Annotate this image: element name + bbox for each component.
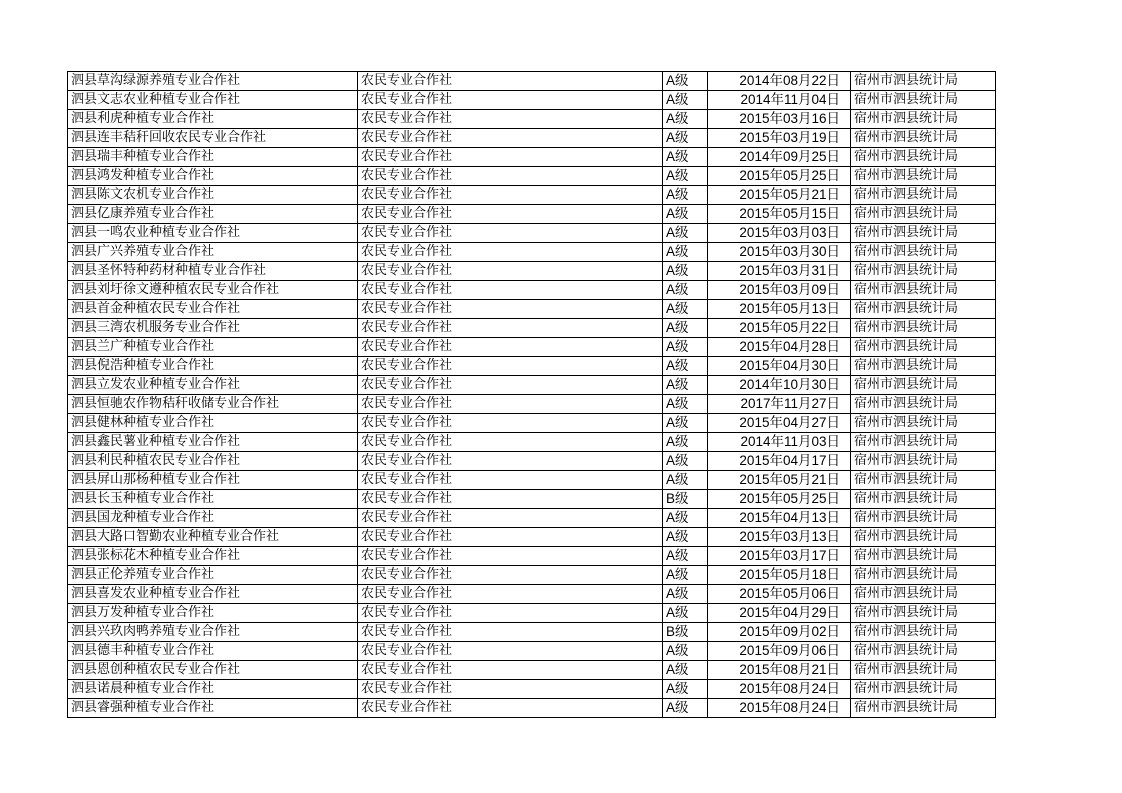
organization-type-cell: 农民专业合作社 [358, 509, 663, 528]
organization-type-cell: 农民专业合作社 [358, 566, 663, 585]
organization-type-cell: 农民专业合作社 [358, 433, 663, 452]
table-row [68, 376, 996, 395]
organization-type-cell: 农民专业合作社 [358, 338, 663, 357]
authority-cell: 宿州市泗县统计局 [851, 262, 996, 281]
cooperative-name-cell: 泗县首金种植农民专业合作社 [68, 300, 358, 319]
grade-cell: A级 [663, 680, 708, 699]
table-row [68, 585, 996, 604]
cooperative-name-cell: 泗县陈文农机专业合作社 [68, 186, 358, 205]
cooperative-name-cell: 泗县利民种植农民专业合作社 [68, 452, 358, 471]
authority-cell: 宿州市泗县统计局 [851, 376, 996, 395]
date-cell: 2015年03月31日 [708, 262, 851, 281]
organization-type-cell: 农民专业合作社 [358, 262, 663, 281]
organization-type-cell: 农民专业合作社 [358, 452, 663, 471]
grade-cell: A级 [663, 281, 708, 300]
authority-cell: 宿州市泗县统计局 [851, 471, 996, 490]
authority-cell: 宿州市泗县统计局 [851, 604, 996, 623]
cooperative-name-cell: 泗县恒驰农作物秸秆收储专业合作社 [68, 395, 358, 414]
cooperative-name-cell: 泗县鑫民薯业种植专业合作社 [68, 433, 358, 452]
date-cell: 2015年05月18日 [708, 566, 851, 585]
cooperative-name-cell: 泗县一鸣农业种植专业合作社 [68, 224, 358, 243]
table-row [68, 224, 996, 243]
table-row [68, 72, 996, 91]
table-row [68, 91, 996, 110]
authority-cell: 宿州市泗县统计局 [851, 186, 996, 205]
grade-cell: A级 [663, 357, 708, 376]
authority-cell: 宿州市泗县统计局 [851, 167, 996, 186]
table-row [68, 471, 996, 490]
date-cell: 2015年03月16日 [708, 110, 851, 129]
grade-cell: A级 [663, 433, 708, 452]
table-row [68, 338, 996, 357]
date-cell: 2015年05月21日 [708, 471, 851, 490]
grade-cell: A级 [663, 395, 708, 414]
organization-type-cell: 农民专业合作社 [358, 243, 663, 262]
table-body [68, 72, 996, 718]
cooperative-name-cell: 泗县鸿发种植专业合作社 [68, 167, 358, 186]
grade-cell: A级 [663, 661, 708, 680]
date-cell: 2017年11月27日 [708, 395, 851, 414]
authority-cell: 宿州市泗县统计局 [851, 224, 996, 243]
organization-type-cell: 农民专业合作社 [358, 224, 663, 243]
table-row [68, 566, 996, 585]
cooperative-name-cell: 泗县瑞丰种植专业合作社 [68, 148, 358, 167]
authority-cell: 宿州市泗县统计局 [851, 433, 996, 452]
authority-cell: 宿州市泗县统计局 [851, 91, 996, 110]
date-cell: 2014年11月04日 [708, 91, 851, 110]
table-row [68, 642, 996, 661]
organization-type-cell: 农民专业合作社 [358, 585, 663, 604]
organization-type-cell: 农民专业合作社 [358, 205, 663, 224]
grade-cell: A级 [663, 300, 708, 319]
table-row [68, 129, 996, 148]
cooperative-name-cell: 泗县喜发农业种植专业合作社 [68, 585, 358, 604]
date-cell: 2015年05月22日 [708, 319, 851, 338]
authority-cell: 宿州市泗县统计局 [851, 490, 996, 509]
table-row [68, 699, 996, 718]
grade-cell: A级 [663, 585, 708, 604]
authority-cell: 宿州市泗县统计局 [851, 357, 996, 376]
table-row [68, 281, 996, 300]
authority-cell: 宿州市泗县统计局 [851, 319, 996, 338]
table-row [68, 452, 996, 471]
date-cell: 2014年10月30日 [708, 376, 851, 395]
grade-cell: A级 [663, 148, 708, 167]
grade-cell: B级 [663, 623, 708, 642]
date-cell: 2015年04月17日 [708, 452, 851, 471]
cooperative-name-cell: 泗县圣怀特种药材种植专业合作社 [68, 262, 358, 281]
organization-type-cell: 农民专业合作社 [358, 642, 663, 661]
table-row [68, 205, 996, 224]
date-cell: 2015年05月06日 [708, 585, 851, 604]
date-cell: 2015年03月17日 [708, 547, 851, 566]
authority-cell: 宿州市泗县统计局 [851, 395, 996, 414]
organization-type-cell: 农民专业合作社 [358, 167, 663, 186]
date-cell: 2014年08月22日 [708, 72, 851, 91]
date-cell: 2015年09月06日 [708, 642, 851, 661]
date-cell: 2015年03月03日 [708, 224, 851, 243]
cooperative-name-cell: 泗县广兴养殖专业合作社 [68, 243, 358, 262]
cooperative-name-cell: 泗县三湾农机服务专业合作社 [68, 319, 358, 338]
cooperative-table [67, 71, 996, 718]
cooperative-name-cell: 泗县草沟绿源养殖专业合作社 [68, 72, 358, 91]
cooperative-name-cell: 泗县德丰种植专业合作社 [68, 642, 358, 661]
organization-type-cell: 农民专业合作社 [358, 319, 663, 338]
cooperative-name-cell: 泗县大路口智勤农业种植专业合作社 [68, 528, 358, 547]
table-row [68, 604, 996, 623]
authority-cell: 宿州市泗县统计局 [851, 243, 996, 262]
organization-type-cell: 农民专业合作社 [358, 129, 663, 148]
organization-type-cell: 农民专业合作社 [358, 148, 663, 167]
cooperative-name-cell: 泗县文志农业种植专业合作社 [68, 91, 358, 110]
authority-cell: 宿州市泗县统计局 [851, 509, 996, 528]
table-row [68, 357, 996, 376]
cooperative-name-cell: 泗县刘圩徐文遵种植农民专业合作社 [68, 281, 358, 300]
organization-type-cell: 农民专业合作社 [358, 376, 663, 395]
table-row [68, 110, 996, 129]
authority-cell: 宿州市泗县统计局 [851, 566, 996, 585]
date-cell: 2015年05月25日 [708, 167, 851, 186]
grade-cell: A级 [663, 642, 708, 661]
table-row [68, 623, 996, 642]
organization-type-cell: 农民专业合作社 [358, 281, 663, 300]
cooperative-name-cell: 泗县倪浩种植专业合作社 [68, 357, 358, 376]
cooperative-name-cell: 泗县兴玖肉鸭养殖专业合作社 [68, 623, 358, 642]
cooperative-name-cell: 泗县屏山那杨种植专业合作社 [68, 471, 358, 490]
cooperative-name-cell: 泗县长玉种植专业合作社 [68, 490, 358, 509]
authority-cell: 宿州市泗县统计局 [851, 585, 996, 604]
authority-cell: 宿州市泗县统计局 [851, 205, 996, 224]
table-row [68, 300, 996, 319]
date-cell: 2015年04月13日 [708, 509, 851, 528]
organization-type-cell: 农民专业合作社 [358, 300, 663, 319]
grade-cell: A级 [663, 167, 708, 186]
authority-cell: 宿州市泗县统计局 [851, 281, 996, 300]
organization-type-cell: 农民专业合作社 [358, 186, 663, 205]
cooperative-name-cell: 泗县亿康养殖专业合作社 [68, 205, 358, 224]
organization-type-cell: 农民专业合作社 [358, 91, 663, 110]
table-row [68, 414, 996, 433]
cooperative-name-cell: 泗县诺晨种植专业合作社 [68, 680, 358, 699]
authority-cell: 宿州市泗县统计局 [851, 148, 996, 167]
grade-cell: A级 [663, 243, 708, 262]
organization-type-cell: 农民专业合作社 [358, 547, 663, 566]
table-row [68, 547, 996, 566]
authority-cell: 宿州市泗县统计局 [851, 110, 996, 129]
date-cell: 2015年03月30日 [708, 243, 851, 262]
authority-cell: 宿州市泗县统计局 [851, 642, 996, 661]
grade-cell: A级 [663, 72, 708, 91]
grade-cell: A级 [663, 110, 708, 129]
table-row [68, 186, 996, 205]
authority-cell: 宿州市泗县统计局 [851, 338, 996, 357]
grade-cell: A级 [663, 699, 708, 718]
table-row [68, 680, 996, 699]
date-cell: 2015年03月13日 [708, 528, 851, 547]
grade-cell: A级 [663, 452, 708, 471]
date-cell: 2015年03月09日 [708, 281, 851, 300]
grade-cell: A级 [663, 547, 708, 566]
cooperative-name-cell: 泗县连丰秸秆回收农民专业合作社 [68, 129, 358, 148]
cooperative-name-cell: 泗县立发农业种植专业合作社 [68, 376, 358, 395]
table-row [68, 661, 996, 680]
date-cell: 2015年05月25日 [708, 490, 851, 509]
organization-type-cell: 农民专业合作社 [358, 604, 663, 623]
organization-type-cell: 农民专业合作社 [358, 414, 663, 433]
grade-cell: A级 [663, 509, 708, 528]
cooperative-name-cell: 泗县正伦养殖专业合作社 [68, 566, 358, 585]
table-row [68, 509, 996, 528]
grade-cell: A级 [663, 319, 708, 338]
table-row [68, 395, 996, 414]
organization-type-cell: 农民专业合作社 [358, 680, 663, 699]
table-row [68, 490, 996, 509]
authority-cell: 宿州市泗县统计局 [851, 414, 996, 433]
date-cell: 2015年05月15日 [708, 205, 851, 224]
date-cell: 2015年05月13日 [708, 300, 851, 319]
organization-type-cell: 农民专业合作社 [358, 490, 663, 509]
organization-type-cell: 农民专业合作社 [358, 623, 663, 642]
cooperative-name-cell: 泗县恩创种植农民专业合作社 [68, 661, 358, 680]
cooperative-name-cell: 泗县利虎种植专业合作社 [68, 110, 358, 129]
table-row [68, 262, 996, 281]
grade-cell: A级 [663, 566, 708, 585]
organization-type-cell: 农民专业合作社 [358, 395, 663, 414]
grade-cell: A级 [663, 414, 708, 433]
date-cell: 2015年04月30日 [708, 357, 851, 376]
authority-cell: 宿州市泗县统计局 [851, 699, 996, 718]
grade-cell: A级 [663, 528, 708, 547]
grade-cell: A级 [663, 338, 708, 357]
cooperative-name-cell: 泗县张标花木种植专业合作社 [68, 547, 358, 566]
grade-cell: A级 [663, 129, 708, 148]
grade-cell: A级 [663, 471, 708, 490]
table-row [68, 167, 996, 186]
grade-cell: A级 [663, 262, 708, 281]
organization-type-cell: 农民专业合作社 [358, 528, 663, 547]
date-cell: 2015年05月21日 [708, 186, 851, 205]
date-cell: 2015年03月19日 [708, 129, 851, 148]
date-cell: 2014年11月03日 [708, 433, 851, 452]
authority-cell: 宿州市泗县统计局 [851, 680, 996, 699]
grade-cell: A级 [663, 205, 708, 224]
cooperative-name-cell: 泗县兰广种植专业合作社 [68, 338, 358, 357]
organization-type-cell: 农民专业合作社 [358, 471, 663, 490]
grade-cell: B级 [663, 490, 708, 509]
authority-cell: 宿州市泗县统计局 [851, 300, 996, 319]
date-cell: 2015年04月29日 [708, 604, 851, 623]
organization-type-cell: 农民专业合作社 [358, 661, 663, 680]
table-row [68, 148, 996, 167]
date-cell: 2015年08月21日 [708, 661, 851, 680]
organization-type-cell: 农民专业合作社 [358, 110, 663, 129]
authority-cell: 宿州市泗县统计局 [851, 623, 996, 642]
authority-cell: 宿州市泗县统计局 [851, 528, 996, 547]
date-cell: 2014年09月25日 [708, 148, 851, 167]
table-row [68, 243, 996, 262]
date-cell: 2015年08月24日 [708, 699, 851, 718]
date-cell: 2015年08月24日 [708, 680, 851, 699]
organization-type-cell: 农民专业合作社 [358, 72, 663, 91]
authority-cell: 宿州市泗县统计局 [851, 661, 996, 680]
date-cell: 2015年09月02日 [708, 623, 851, 642]
grade-cell: A级 [663, 91, 708, 110]
authority-cell: 宿州市泗县统计局 [851, 129, 996, 148]
cooperative-name-cell: 泗县睿强种植专业合作社 [68, 699, 358, 718]
organization-type-cell: 农民专业合作社 [358, 357, 663, 376]
authority-cell: 宿州市泗县统计局 [851, 452, 996, 471]
date-cell: 2015年04月28日 [708, 338, 851, 357]
grade-cell: A级 [663, 186, 708, 205]
cooperative-name-cell: 泗县万发种植专业合作社 [68, 604, 358, 623]
table-row [68, 319, 996, 338]
table-row [68, 528, 996, 547]
cooperative-name-cell: 泗县国龙种植专业合作社 [68, 509, 358, 528]
authority-cell: 宿州市泗县统计局 [851, 72, 996, 91]
grade-cell: A级 [663, 224, 708, 243]
cooperative-name-cell: 泗县健林种植专业合作社 [68, 414, 358, 433]
date-cell: 2015年04月27日 [708, 414, 851, 433]
authority-cell: 宿州市泗县统计局 [851, 547, 996, 566]
grade-cell: A级 [663, 604, 708, 623]
grade-cell: A级 [663, 376, 708, 395]
organization-type-cell: 农民专业合作社 [358, 699, 663, 718]
table-row [68, 433, 996, 452]
